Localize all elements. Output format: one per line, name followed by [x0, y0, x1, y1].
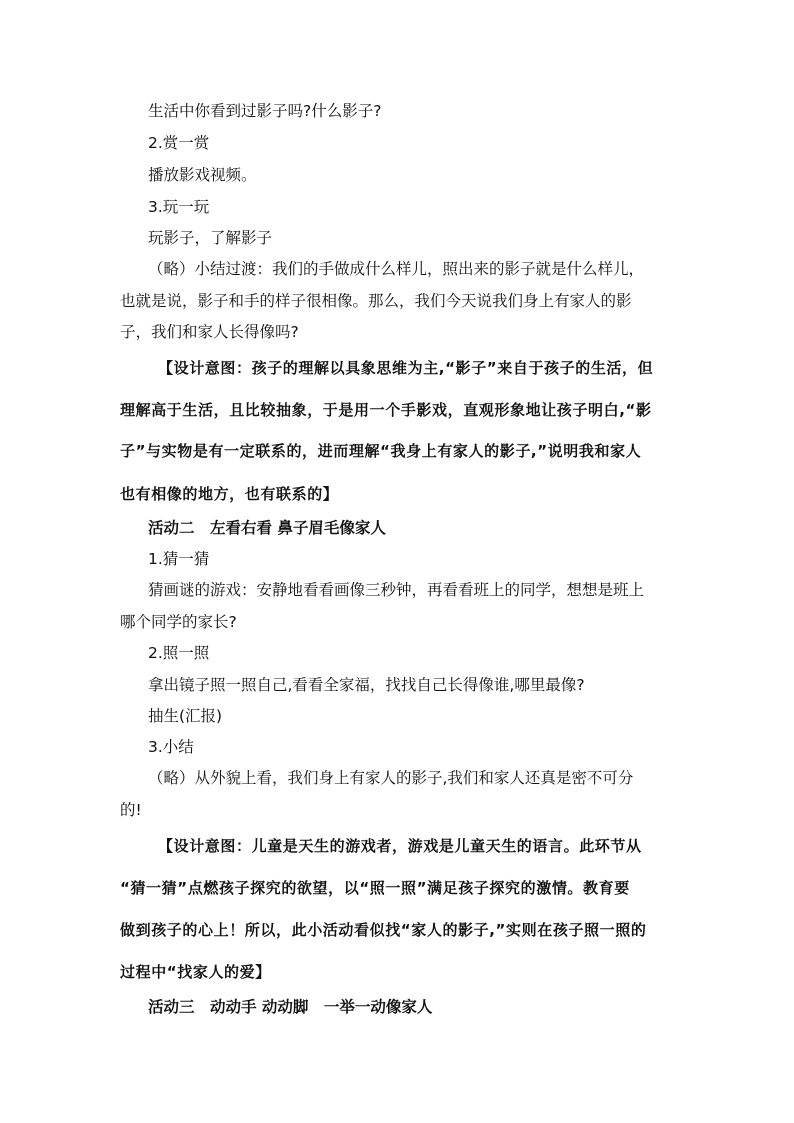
text-line: 抽生(汇报)	[148, 707, 223, 725]
text-line: 子，我们和家人长得像吗?	[120, 323, 299, 341]
design-intent-line: 子”与实物是有一定联系的，进而理解“我身上有家人的影子,”说明我和家人	[120, 442, 642, 460]
design-intent-line: 过程中“找家人的爱】	[120, 963, 271, 981]
section-number: 1.猜一猜	[148, 550, 210, 568]
text-line: 也就是说，影子和手的样子很相像。那么，我们今天说我们身上有家人的影	[120, 292, 632, 310]
text-line: 猜画谜的游戏：安静地看看画像三秒钟，再看看班上的同学，想想是班上	[148, 581, 645, 599]
design-intent-line: “猜一猜”点燃孩子探究的欲望，以“照一照”满足孩子探究的激情。教育要	[120, 879, 630, 897]
text-line: 哪个同学的家长?	[120, 613, 237, 631]
section-number: 3.玩一玩	[148, 198, 210, 216]
section-number: 3.小结	[148, 738, 194, 756]
design-intent-line: 【设计意图：孩子的理解以具象思维为主,“影子”来自于孩子的生活，但	[158, 359, 654, 377]
text-line: 的!	[120, 801, 142, 819]
text-line: （略）从外貌上看，我们身上有家人的影子,我们和家人还真是密不可分	[148, 769, 634, 787]
design-intent-line: 也有相像的地方，也有联系的】	[120, 485, 339, 503]
design-intent-line: 理解高于生活，且比较抽象，于是用一个手影戏，直观形象地让孩子明白,“影	[120, 401, 652, 419]
activity-heading: 活动二 左看右看 鼻子眉毛像家人	[148, 519, 386, 537]
section-number: 2.赏一赏	[148, 134, 210, 152]
section-number: 2.照一照	[148, 644, 210, 662]
activity-heading: 活动三 动动手 动动脚 一举一动像家人	[148, 998, 433, 1016]
text-line: 拿出镜子照一照自己,看看全家福，找找自己长得像谁,哪里最像?	[148, 676, 585, 694]
text-line: 玩影子，了解影子	[148, 229, 273, 247]
design-intent-line: 【设计意图：儿童是天生的游戏者，游戏是儿童天生的语言。此环节从	[158, 837, 642, 855]
design-intent-line: 做到孩子的心上！所以，此小活动看似找“家人的影子,”实则在孩子照一照的	[120, 921, 647, 939]
text-line: （略）小结过渡：我们的手做成什么样儿，照出来的影子就是什么样儿，	[148, 260, 645, 278]
text-line: 生活中你看到过影子吗?什么影子?	[148, 102, 382, 120]
text-line: 播放影戏视频。	[148, 166, 257, 184]
